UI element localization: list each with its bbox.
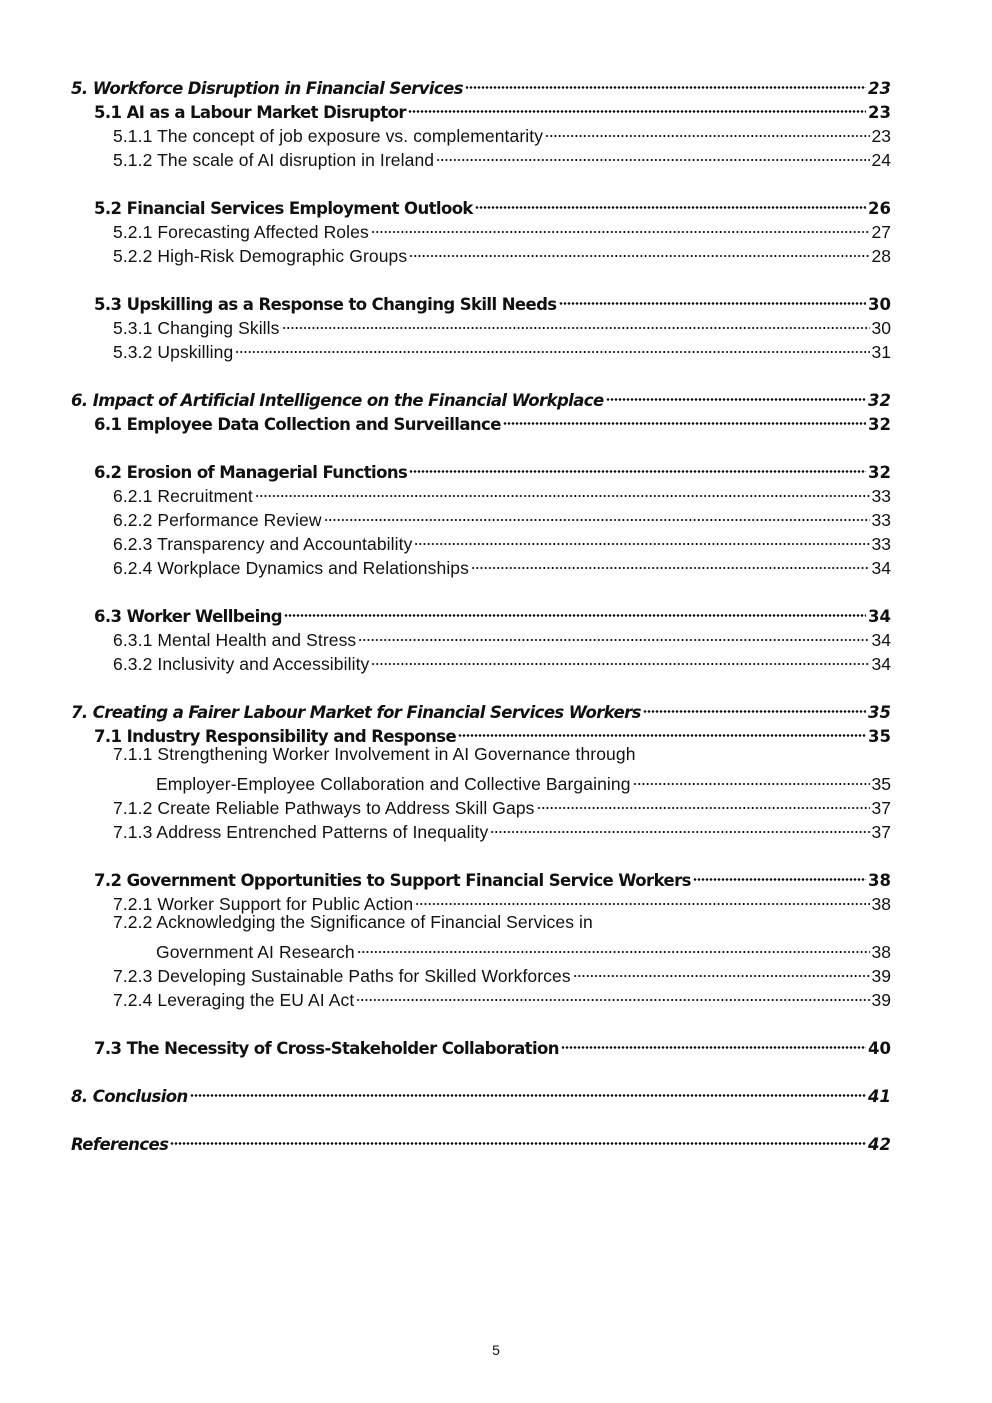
dot-leader xyxy=(371,214,870,238)
toc-entry-page: 33 xyxy=(871,510,891,530)
toc-entry-title: 5. Workforce Disruption in Financial Services xyxy=(71,79,463,98)
dot-leader xyxy=(545,118,869,142)
dot-leader xyxy=(559,286,867,310)
toc-entry-page: 32 xyxy=(868,415,891,434)
toc-entry-title: 7.2.4 Leveraging the EU AI Act xyxy=(113,990,355,1010)
toc-entry-page: 35 xyxy=(871,774,891,794)
toc-entry-page: 38 xyxy=(871,942,891,962)
toc-entry-title-continuation: Government AI Research xyxy=(156,942,355,962)
toc-entry-section[interactable] xyxy=(71,94,891,122)
toc-entry-title: 7.1.1 Strengthening Worker Involvement in AI Governance through xyxy=(113,744,636,764)
toc-entry-section[interactable] xyxy=(71,406,891,434)
toc-entry-title: 5.3.1 Changing Skills xyxy=(113,318,280,338)
toc-entry-page: 39 xyxy=(871,990,891,1010)
toc-entry-title-continuation: Employer-Employee Collaboration and Collective Bargaining xyxy=(156,774,631,794)
toc-entry-chapter[interactable] xyxy=(71,1078,891,1106)
dot-leader xyxy=(490,814,869,838)
dot-leader xyxy=(235,334,869,358)
toc-entry-title: 7.1.3 Address Entrenched Patterns of Inequality xyxy=(113,822,489,842)
toc-entry-subsection-continuation[interactable] xyxy=(71,766,891,794)
dot-leader xyxy=(537,790,870,814)
toc-entry-page: 35 xyxy=(868,703,891,722)
toc-entry-page: 42 xyxy=(868,1135,891,1154)
dot-leader xyxy=(409,238,869,262)
toc-entry-section[interactable] xyxy=(71,1030,891,1058)
dot-leader xyxy=(357,934,870,958)
toc-entry-title: 6.2.2 Performance Review xyxy=(113,510,322,530)
dot-leader xyxy=(414,526,869,550)
toc-entry-chapter[interactable] xyxy=(71,382,891,410)
toc-entry-subsection[interactable] xyxy=(71,478,891,506)
toc-entry-subsection[interactable] xyxy=(71,142,891,170)
toc-entry-page: 23 xyxy=(871,126,891,146)
dot-leader xyxy=(643,694,866,718)
toc-entry-subsection[interactable] xyxy=(71,814,891,842)
toc-entry-page: 38 xyxy=(871,894,891,914)
toc-entry-page: 35 xyxy=(868,727,891,746)
toc-entry-subsection[interactable] xyxy=(71,118,891,146)
toc-entry-page: 30 xyxy=(871,318,891,338)
dot-leader xyxy=(465,70,866,94)
dot-leader xyxy=(282,310,870,334)
toc-entry-subsection-continuation[interactable] xyxy=(71,934,891,962)
toc-entry-subsection[interactable] xyxy=(71,646,891,674)
toc-entry-title: 7.2.1 Worker Support for Public Action xyxy=(113,894,414,914)
toc-entry-title: 5.1.1 The concept of job exposure vs. complementarity xyxy=(113,126,544,146)
toc-entry-page: 41 xyxy=(868,1087,891,1106)
table-of-contents xyxy=(71,70,891,1154)
dot-leader xyxy=(606,382,867,406)
dot-leader xyxy=(693,862,866,886)
toc-entry-section[interactable] xyxy=(71,286,891,314)
toc-entry-subsection[interactable] xyxy=(71,982,891,1010)
toc-entry-title: 5.3.2 Upskilling xyxy=(113,342,234,362)
toc-entry-page: 30 xyxy=(868,295,891,314)
toc-entry-page: 23 xyxy=(868,103,891,122)
toc-entry-title: 6.3 Worker Wellbeing xyxy=(94,607,282,626)
toc-entry-subsection[interactable] xyxy=(71,502,891,530)
toc-entry-section[interactable] xyxy=(71,598,891,626)
toc-entry-chapter[interactable] xyxy=(71,70,891,98)
dot-leader xyxy=(324,502,870,526)
dot-leader xyxy=(358,622,869,646)
toc-entry-page: 31 xyxy=(871,342,891,362)
dot-leader xyxy=(415,886,869,910)
toc-entry-page: 32 xyxy=(868,463,891,482)
dot-leader xyxy=(436,142,869,166)
toc-entry-page: 37 xyxy=(871,822,891,842)
dot-leader xyxy=(356,982,869,1006)
toc-entry-subsection[interactable] xyxy=(71,886,891,914)
toc-entry-page: 33 xyxy=(871,486,891,506)
toc-entry-page: 27 xyxy=(871,222,891,242)
dot-leader xyxy=(471,550,870,574)
toc-entry-subsection[interactable] xyxy=(71,742,891,766)
toc-entry-title: 5.3 Upskilling as a Response to Changing Skill Needs xyxy=(94,295,557,314)
toc-entry-title: 5.2.2 High-Risk Demographic Groups xyxy=(113,246,408,266)
toc-entry-section[interactable] xyxy=(71,718,891,746)
toc-entry-title: 5.1.2 The scale of AI disruption in Ireland xyxy=(113,150,435,170)
toc-entry-title: 7.1 Industry Responsibility and Response xyxy=(94,727,457,746)
toc-entry-section[interactable] xyxy=(71,454,891,482)
toc-entry-chapter[interactable] xyxy=(71,1126,891,1154)
toc-entry-subsection[interactable] xyxy=(71,334,891,362)
dot-leader xyxy=(255,478,870,502)
toc-entry-title: 5.2.1 Forecasting Affected Roles xyxy=(113,222,369,242)
toc-entry-page: 24 xyxy=(871,150,891,170)
toc-entry-title: 7. Creating a Fairer Labour Market for Financial Services Workers xyxy=(71,703,641,722)
toc-entry-page: 26 xyxy=(868,199,891,218)
dot-leader xyxy=(633,766,870,790)
toc-entry-title: 7.3 The Necessity of Cross-Stakeholder Collaboration xyxy=(94,1039,559,1058)
toc-entry-page: 28 xyxy=(871,246,891,266)
toc-entry-subsection[interactable] xyxy=(71,214,891,242)
toc-entry-page: 40 xyxy=(868,1039,891,1058)
toc-entry-page: 33 xyxy=(871,534,891,554)
dot-leader xyxy=(458,718,866,742)
toc-entry-title: 6.1 Employee Data Collection and Surveillance xyxy=(94,415,501,434)
toc-entry-title: 7.2 Government Opportunities to Support Financial Service Workers xyxy=(94,871,691,890)
toc-entry-title: 6.2 Erosion of Managerial Functions xyxy=(94,463,408,482)
toc-entry-subsection[interactable] xyxy=(71,310,891,338)
dot-leader xyxy=(409,454,866,478)
toc-entry-title: 6.3.2 Inclusivity and Accessibility xyxy=(113,654,370,674)
toc-entry-title: 6.2.4 Workplace Dynamics and Relationships xyxy=(113,558,469,578)
toc-entry-title: 6.3.1 Mental Health and Stress xyxy=(113,630,357,650)
toc-entry-chapter[interactable] xyxy=(71,694,891,722)
toc-entry-subsection[interactable] xyxy=(71,622,891,650)
toc-entry-section[interactable] xyxy=(71,190,891,218)
toc-entry-subsection[interactable] xyxy=(71,790,891,818)
toc-entry-title: 7.2.2 Acknowledging the Significance of Financial Services in xyxy=(113,912,593,932)
dot-leader xyxy=(475,190,866,214)
toc-entry-title: 6.2.3 Transparency and Accountability xyxy=(113,534,413,554)
page-number: 5 xyxy=(492,1342,500,1358)
toc-entry-title: 6.2.1 Recruitment xyxy=(113,486,253,506)
toc-entry-subsection[interactable] xyxy=(71,526,891,554)
toc-entry-title: 5.1 AI as a Labour Market Disruptor xyxy=(94,103,406,122)
toc-entry-page: 38 xyxy=(868,871,891,890)
toc-entry-page: 39 xyxy=(871,966,891,986)
toc-entry-title: References xyxy=(71,1135,169,1154)
dot-leader xyxy=(503,406,866,430)
toc-entry-page: 23 xyxy=(868,79,891,98)
toc-entry-title: 7.2.3 Developing Sustainable Paths for Skilled Workforces xyxy=(113,966,571,986)
toc-entry-page: 34 xyxy=(868,607,891,626)
toc-entry-section[interactable] xyxy=(71,862,891,890)
toc-entry-title: 7.1.2 Create Reliable Pathways to Address Skill Gaps xyxy=(113,798,535,818)
toc-entry-page: 34 xyxy=(871,654,891,674)
dot-leader xyxy=(284,598,866,622)
toc-entry-page: 37 xyxy=(871,798,891,818)
toc-entry-page: 34 xyxy=(871,558,891,578)
dot-leader xyxy=(170,1126,866,1150)
dot-leader xyxy=(371,646,869,670)
toc-entry-page: 34 xyxy=(871,630,891,650)
toc-entry-subsection[interactable] xyxy=(71,238,891,266)
toc-entry-title: 6. Impact of Artificial Intelligence on the Financial Workplace xyxy=(71,391,604,410)
dot-leader xyxy=(573,958,870,982)
dot-leader xyxy=(408,94,866,118)
toc-entry-subsection[interactable] xyxy=(71,550,891,578)
toc-entry-title: 5.2 Financial Services Employment Outlook xyxy=(94,199,473,218)
dot-leader xyxy=(561,1030,866,1054)
toc-entry-subsection[interactable] xyxy=(71,958,891,986)
dot-leader xyxy=(190,1078,866,1102)
toc-entry-title: 8. Conclusion xyxy=(71,1087,188,1106)
toc-entry-subsection[interactable] xyxy=(71,910,891,934)
toc-entry-page: 32 xyxy=(868,391,891,410)
